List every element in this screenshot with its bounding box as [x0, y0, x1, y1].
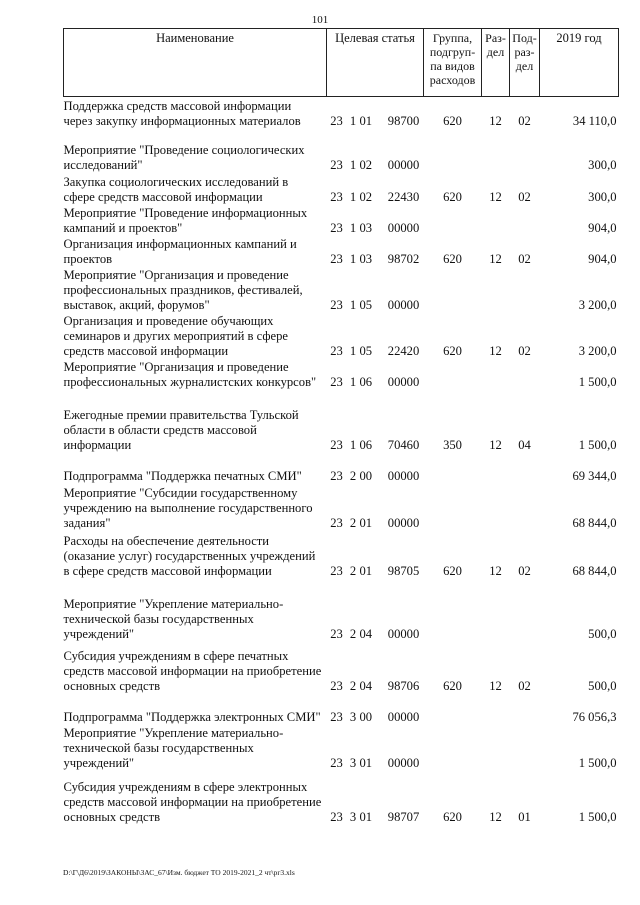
row-group: [424, 129, 482, 173]
row-subsection: 02: [518, 343, 531, 358]
table-row: [64, 97, 619, 129]
row-code-subprogram: 1: [349, 189, 357, 204]
row-section: [482, 453, 510, 484]
row-amount: 3 200,0: [578, 343, 617, 358]
table-row: [64, 359, 619, 390]
row-group: 620: [443, 809, 462, 824]
row-code-program: 23: [330, 297, 343, 312]
row-name: Мероприятие "Организация и проведение профессиональных журналистских конкурсов": [63, 359, 317, 389]
row-code-program: 23: [330, 626, 343, 641]
row-name: Подпрограмма "Поддержка печатных СМИ": [63, 468, 302, 483]
row-subsection: 04: [518, 437, 531, 452]
row-code-subprogram: 2: [349, 626, 357, 641]
row-group: [424, 267, 482, 313]
row-code-direction: 00000: [387, 755, 420, 770]
row-code-event: 01: [359, 515, 373, 530]
row-amount: 68 844,0: [572, 563, 617, 578]
row-code-event: 02: [359, 189, 373, 204]
header-group: Группа, подгруп-па видов расходов: [424, 29, 482, 97]
row-code-direction: 00000: [387, 220, 420, 235]
header-target: Целевая статья: [327, 29, 424, 97]
row-code-event: 00: [359, 468, 373, 483]
row-group: [424, 725, 482, 771]
row-amount: 76 056,3: [572, 709, 617, 724]
row-subsection: [510, 267, 540, 313]
row-amount: 1 500,0: [578, 374, 617, 389]
row-code-program: 23: [330, 468, 343, 483]
row-group: [424, 694, 482, 725]
row-code-direction: 00000: [387, 157, 420, 172]
row-subsection: [510, 579, 540, 642]
table-row: [64, 725, 619, 771]
row-code-program: 23: [330, 755, 343, 770]
row-code-event: 01: [359, 809, 373, 824]
row-amount: 1 500,0: [578, 809, 617, 824]
row-section: 12: [489, 343, 502, 358]
row-subsection: 02: [518, 563, 531, 578]
row-name: Ежегодные премии правительства Тульской области в области средств массовой информации: [63, 407, 299, 452]
row-group: [424, 484, 482, 531]
row-name: Закупка социологических исследований в сфере средств массовой информации: [63, 174, 289, 204]
row-section: 12: [489, 113, 502, 128]
header-section: Раз-дел: [482, 29, 510, 97]
table-row: [64, 267, 619, 313]
table-row: [64, 313, 619, 359]
row-group: 620: [443, 113, 462, 128]
row-name: Поддержка средств массовой информации через закупку информационных материалов: [63, 98, 301, 128]
row-name: Субсидия учреждениям в сфере электронных средств массовой информации на приобретение основных средств: [63, 779, 322, 824]
table-row: [64, 531, 619, 579]
row-code-event: 05: [359, 297, 373, 312]
row-amount: 500,0: [588, 678, 617, 693]
row-code-subprogram: 1: [349, 437, 357, 452]
row-code-program: 23: [330, 563, 343, 578]
budget-table-container: [63, 28, 618, 825]
row-code-program: 23: [330, 678, 343, 693]
row-code-subprogram: 1: [349, 157, 357, 172]
page-number: 101: [311, 14, 329, 26]
row-code-event: 01: [359, 563, 373, 578]
row-group: 620: [443, 251, 462, 266]
row-code-subprogram: 3: [349, 709, 357, 724]
row-group: [424, 359, 482, 390]
row-code-direction: 98702: [387, 251, 420, 266]
row-code-subprogram: 1: [349, 374, 357, 389]
row-section: [482, 267, 510, 313]
row-code-program: 23: [330, 189, 343, 204]
row-code-subprogram: 1: [349, 220, 357, 235]
row-code-direction: 98706: [387, 678, 420, 693]
row-code-direction: 22430: [387, 189, 420, 204]
table-row: [64, 453, 619, 484]
row-code-direction: 00000: [387, 709, 420, 724]
row-group: 620: [443, 343, 462, 358]
row-section: [482, 359, 510, 390]
row-code-subprogram: 2: [349, 563, 357, 578]
row-code-program: 23: [330, 515, 343, 530]
row-section: [482, 129, 510, 173]
row-code-event: 01: [359, 755, 373, 770]
row-code-event: 05: [359, 343, 373, 358]
row-code-subprogram: 2: [349, 515, 357, 530]
row-section: 12: [489, 809, 502, 824]
row-amount: 68 844,0: [572, 515, 617, 530]
row-subsection: 02: [518, 113, 531, 128]
row-code-event: 06: [359, 437, 373, 452]
row-code-subprogram: 2: [349, 468, 357, 483]
row-code-subprogram: 1: [349, 297, 357, 312]
row-code-subprogram: 3: [349, 755, 357, 770]
row-code-event: 04: [359, 626, 373, 641]
row-amount: 1 500,0: [578, 755, 617, 770]
file-path-footer: D:\Г\Д6\2019\ЗАКОНЫ\ЗАС_67\Изм. бюджет ТО 2019-2021_2 чт\рг3.xls: [63, 868, 295, 877]
table-row: [64, 484, 619, 531]
row-name: Мероприятие "Субсидии государственному учреждению на выполнение государственного задания": [63, 485, 313, 530]
row-code-program: 23: [330, 157, 343, 172]
row-section: 12: [489, 437, 502, 452]
row-group: [424, 453, 482, 484]
row-code-subprogram: 3: [349, 809, 357, 824]
row-name: Организация информационных кампаний и проектов: [63, 236, 297, 266]
row-group: 620: [443, 678, 462, 693]
row-name: Мероприятие "Проведение социологических исследований": [63, 142, 305, 172]
row-code-program: 23: [330, 709, 343, 724]
row-code-program: 23: [330, 374, 343, 389]
header-year: 2019 год: [540, 29, 619, 97]
table-row: [64, 694, 619, 725]
row-subsection: 02: [518, 189, 531, 204]
row-section: [482, 205, 510, 236]
row-code-event: 03: [359, 251, 373, 266]
row-group: [424, 205, 482, 236]
row-code-direction: 98700: [387, 113, 420, 128]
table-row: [64, 173, 619, 205]
row-group: 620: [443, 563, 462, 578]
row-subsection: [510, 205, 540, 236]
row-code-program: 23: [330, 809, 343, 824]
row-subsection: [510, 484, 540, 531]
row-subsection: [510, 359, 540, 390]
row-amount: 904,0: [588, 251, 617, 266]
row-group: 350: [443, 437, 462, 452]
row-section: 12: [489, 678, 502, 693]
row-code-direction: 22420: [387, 343, 420, 358]
row-section: [482, 694, 510, 725]
row-name: Расходы на обеспечение деятельности (оказание услуг) государственных учреждений в сфере средств массовой информации: [63, 533, 316, 578]
row-amount: 1 500,0: [578, 437, 617, 452]
table-row: [64, 205, 619, 236]
budget-table: [63, 28, 619, 825]
row-section: 12: [489, 563, 502, 578]
row-section: [482, 484, 510, 531]
row-amount: 300,0: [588, 157, 617, 172]
row-code-direction: 98707: [387, 809, 420, 824]
row-code-program: 23: [330, 220, 343, 235]
table-header-row: [64, 29, 619, 97]
row-section: 12: [489, 251, 502, 266]
row-subsection: [510, 453, 540, 484]
row-code-event: 06: [359, 374, 373, 389]
row-code-event: 01: [359, 113, 373, 128]
row-code-program: 23: [330, 113, 343, 128]
table-row: [64, 642, 619, 694]
row-code-subprogram: 1: [349, 251, 357, 266]
row-name: Субсидия учреждениям в сфере печатных средств массовой информации на приобретение основных средств: [63, 648, 322, 693]
table-row: [64, 771, 619, 825]
table-row: [64, 236, 619, 267]
row-amount: 500,0: [588, 626, 617, 641]
row-subsection: [510, 725, 540, 771]
row-code-program: 23: [330, 251, 343, 266]
row-name: Организация и проведение обучающих семинаров и других мероприятий в сфере средств массовой информации: [63, 313, 288, 358]
row-code-program: 23: [330, 437, 343, 452]
row-code-event: 03: [359, 220, 373, 235]
row-name: Мероприятие "Укрепление материально-технической базы государственных учреждений": [63, 596, 284, 641]
header-name: Наименование: [64, 29, 327, 97]
row-amount: 904,0: [588, 220, 617, 235]
row-name: Мероприятие "Организация и проведение профессиональных праздников, фестивалей, выставок, акций, форумов": [63, 267, 303, 312]
table-row: [64, 579, 619, 642]
row-section: 12: [489, 189, 502, 204]
row-subsection: 02: [518, 678, 531, 693]
row-group: 620: [443, 189, 462, 204]
row-name: Подпрограмма "Поддержка электронных СМИ": [63, 709, 321, 724]
row-code-direction: 00000: [387, 468, 420, 483]
row-subsection: [510, 129, 540, 173]
row-amount: 69 344,0: [572, 468, 617, 483]
row-subsection: 02: [518, 251, 531, 266]
row-amount: 34 110,0: [572, 113, 617, 128]
row-code-subprogram: 2: [349, 678, 357, 693]
row-name: Мероприятие "Проведение информационных кампаний и проектов": [63, 205, 308, 235]
row-code-direction: 70460: [387, 437, 420, 452]
row-subsection: 01: [518, 809, 531, 824]
table-row: [64, 390, 619, 453]
header-subsection: Под-раз-дел: [510, 29, 540, 97]
row-code-subprogram: 1: [349, 113, 357, 128]
row-group: [424, 579, 482, 642]
row-code-direction: 00000: [387, 297, 420, 312]
row-code-subprogram: 1: [349, 343, 357, 358]
row-section: [482, 579, 510, 642]
row-amount: 300,0: [588, 189, 617, 204]
row-subsection: [510, 694, 540, 725]
row-code-direction: 00000: [387, 515, 420, 530]
row-code-program: 23: [330, 343, 343, 358]
row-code-direction: 98705: [387, 563, 420, 578]
table-row: [64, 129, 619, 173]
row-code-direction: 00000: [387, 626, 420, 641]
row-amount: 3 200,0: [578, 297, 617, 312]
row-name: Мероприятие "Укрепление материально-технической базы государственных учреждений": [63, 725, 284, 770]
row-code-event: 00: [359, 709, 373, 724]
row-code-event: 02: [359, 157, 373, 172]
row-code-direction: 00000: [387, 374, 420, 389]
row-code-event: 04: [359, 678, 373, 693]
row-section: [482, 725, 510, 771]
